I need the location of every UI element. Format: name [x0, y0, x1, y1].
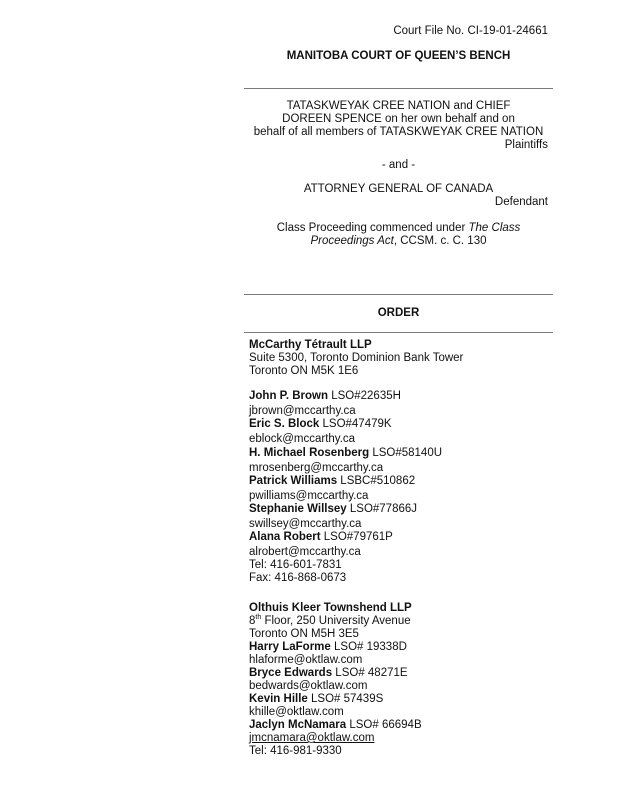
lawyer-name: Harry LaForme: [249, 641, 331, 653]
lawyer-name: Patrick Williams: [249, 475, 338, 487]
lawyer-license: LSO#77866J: [346, 503, 418, 515]
plaintiff-line: DOREEN SPENCE on her own behalf and on: [282, 113, 515, 125]
lawyer-license: LSO# 57439S: [307, 693, 384, 705]
lawyer-entry: [249, 693, 383, 706]
firm-address-line2: Toronto ON M5K 1E6: [249, 365, 359, 377]
court-file-number: Court File No. CI-19-01-24661: [393, 25, 548, 37]
lawyer-license: LSO# 48271E: [332, 667, 408, 679]
lawyer-name: John P. Brown: [249, 390, 329, 402]
lawyer-email[interactable]: jbrown@mccarthy.ca: [249, 405, 356, 417]
lawyer-entry: [249, 503, 417, 516]
lawyer-entry: [249, 418, 392, 431]
lawyer-entry: [249, 667, 408, 680]
ordinal-suffix: th: [255, 614, 262, 622]
firm-address-line1: [249, 615, 411, 628]
plaintiffs-block: [244, 100, 553, 139]
firm-fax: Fax: 416-868-0673: [249, 572, 347, 584]
court-name: MANITOBA COURT OF QUEEN’S BENCH: [286, 50, 511, 62]
lawyer-entry: [249, 447, 442, 460]
lawyer-name: Jaclyn McNamara: [249, 719, 347, 731]
defendant-role: Defendant: [494, 196, 548, 208]
lawyer-entry: [249, 641, 407, 654]
defendant-name: ATTORNEY GENERAL OF CANADA: [303, 183, 494, 195]
lawyer-email[interactable]: pwilliams@mccarthy.ca: [249, 490, 369, 502]
lawyer-name: H. Michael Rosenberg: [249, 447, 370, 459]
lawyer-license: LSO#79761P: [320, 531, 393, 543]
lawyer-entry: [249, 475, 415, 488]
lawyer-entry: [249, 390, 401, 403]
lawyer-license: LSBC#510862: [337, 475, 416, 487]
proceeding-act-title-part2: Proceedings Act: [310, 235, 394, 247]
lawyer-license: LSO#47479K: [319, 418, 392, 430]
proceeding-suffix: , CCSM. c. C. 130: [393, 235, 487, 247]
firm-telephone: Tel: 416-981-9330: [249, 745, 342, 757]
firm-name-olthuis: Olthuis Kleer Townshend LLP: [249, 602, 412, 614]
floor-number: 8: [249, 615, 256, 627]
firm-address-line1: Suite 5300, Toronto Dominion Bank Tower: [249, 352, 464, 364]
divider-order-top: [244, 294, 553, 295]
document-title: ORDER: [377, 307, 420, 319]
firm-address-line2: Toronto ON M5H 3E5: [249, 628, 359, 640]
lawyer-email[interactable]: hlaforme@oktlaw.com: [249, 654, 363, 666]
proceeding-act-title-part1: The Class: [468, 222, 521, 234]
and-separator: - and -: [381, 159, 416, 171]
divider-order-bottom: [244, 332, 553, 333]
address-rest: Floor, 250 University Avenue: [261, 615, 411, 627]
lawyer-email[interactable]: alrobert@mccarthy.ca: [249, 546, 361, 558]
lawyer-email[interactable]: bedwards@oktlaw.com: [249, 680, 368, 692]
plaintiff-line: behalf of all members of TATASKWEYAK CREE NATION: [253, 126, 544, 138]
divider-top: [244, 88, 553, 89]
proceeding-note: [244, 222, 553, 248]
firm-name-mccarthy: McCarthy Tétrault LLP: [249, 339, 372, 351]
lawyer-entry: [249, 531, 393, 544]
lawyer-name: Kevin Hille: [249, 693, 308, 705]
lawyer-email[interactable]: eblock@mccarthy.ca: [249, 433, 356, 445]
lawyer-name: Eric S. Block: [249, 418, 320, 430]
lawyer-license: LSO#22635H: [328, 390, 401, 402]
lawyer-name: Stephanie Willsey: [249, 503, 347, 515]
lawyer-license: LSO# 66694B: [346, 719, 422, 731]
proceeding-prefix: Class Proceeding commenced under: [276, 222, 469, 234]
lawyer-email-link[interactable]: jmcnamara@oktlaw.com: [249, 732, 375, 744]
lawyer-email[interactable]: khille@oktlaw.com: [249, 706, 344, 718]
lawyer-entry: [249, 719, 422, 732]
lawyer-license: LSO#58140U: [369, 447, 443, 459]
lawyer-email[interactable]: swillsey@mccarthy.ca: [249, 518, 362, 530]
plaintiff-line: TATASKWEYAK CREE NATION and CHIEF: [286, 100, 511, 112]
plaintiff-role: Plaintiffs: [504, 139, 548, 151]
lawyer-email[interactable]: mrosenberg@mccarthy.ca: [249, 462, 384, 474]
lawyer-name: Bryce Edwards: [249, 667, 333, 679]
firm-telephone: Tel: 416-601-7831: [249, 559, 342, 571]
lawyer-license: LSO# 19338D: [330, 641, 407, 653]
lawyer-name: Alana Robert: [249, 531, 321, 543]
